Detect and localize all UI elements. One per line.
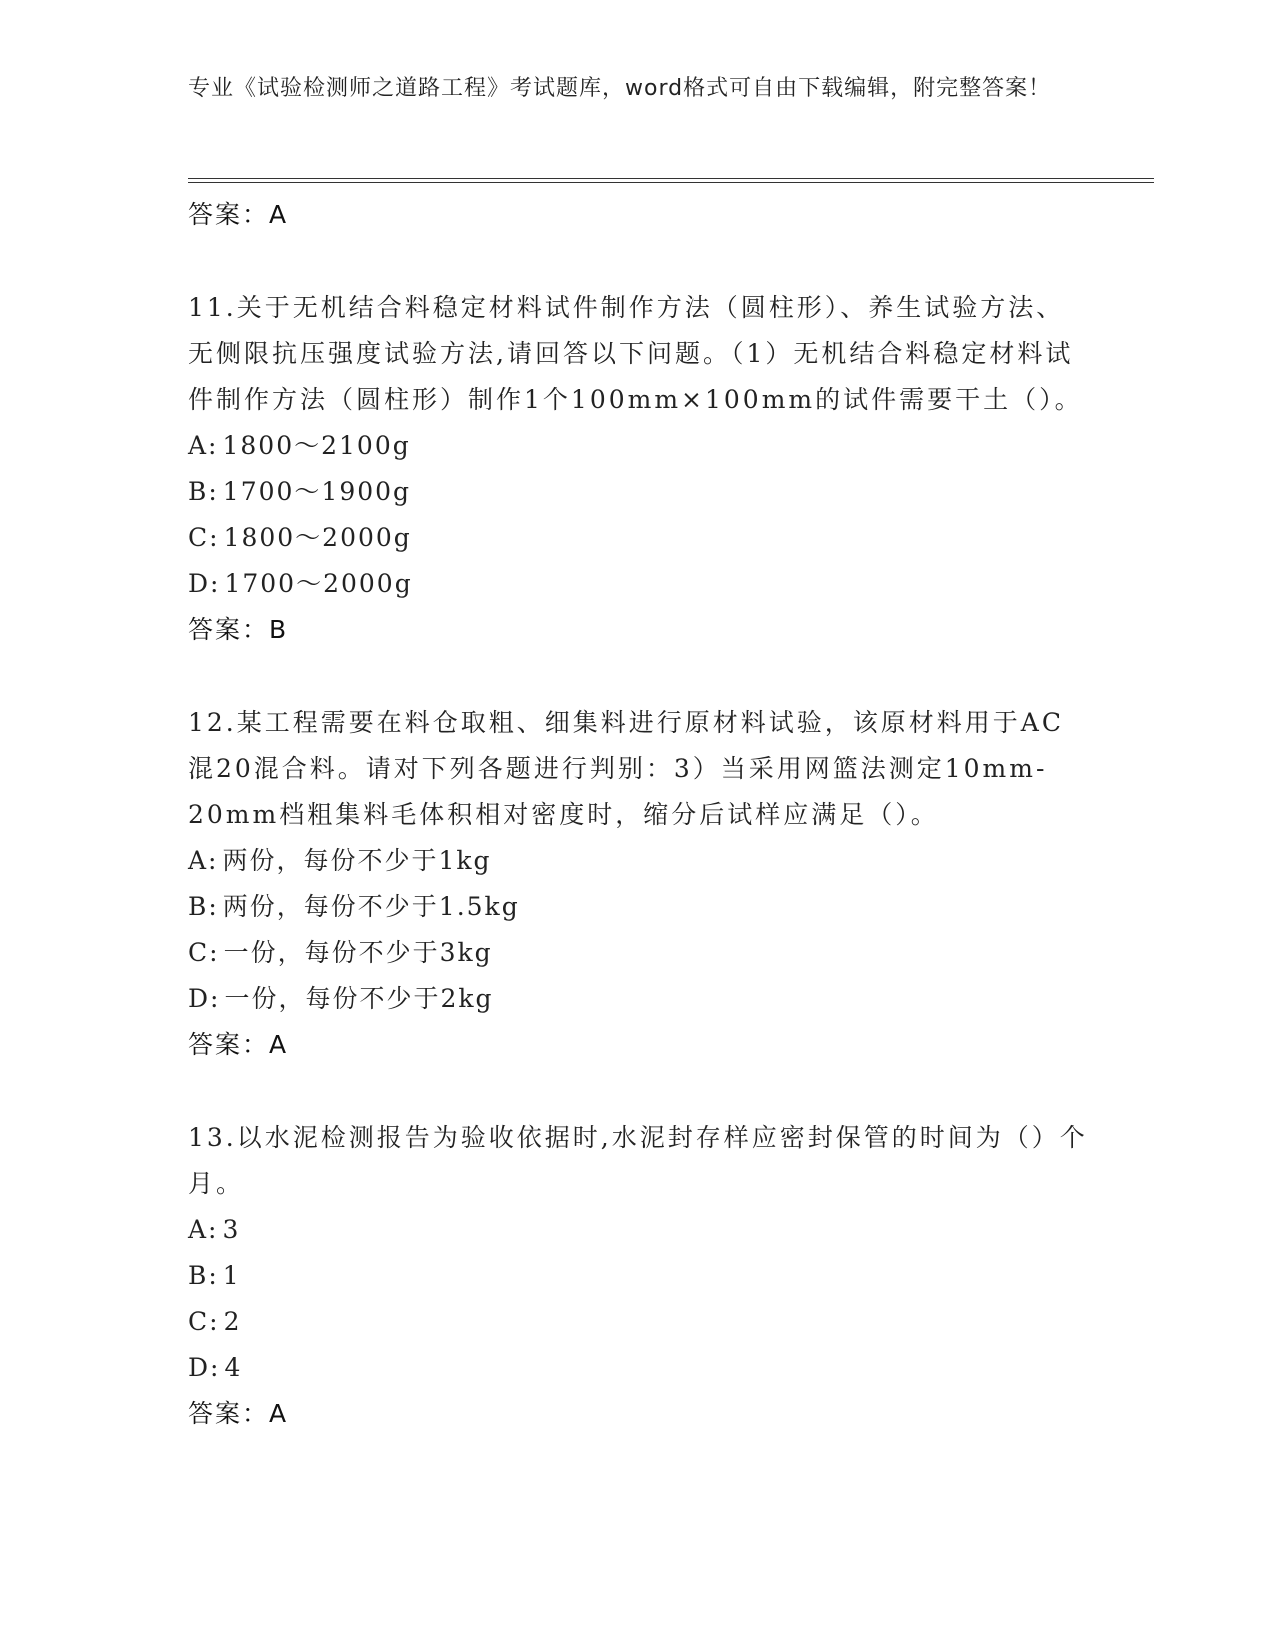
question-11 [188, 285, 1088, 653]
option-d [188, 976, 1088, 1022]
option-letter: C: [188, 938, 220, 967]
option-b [188, 1253, 1088, 1299]
option-a [188, 423, 1088, 469]
option-text: 4 [224, 1353, 243, 1382]
option-letter: B: [188, 477, 219, 506]
option-c [188, 515, 1088, 561]
header-rule-bottom [188, 182, 1154, 183]
header-rule-top [188, 178, 1154, 179]
option-letter: B: [188, 1261, 219, 1290]
option-a [188, 838, 1088, 884]
answer-line: 答案：A [188, 200, 289, 229]
option-letter: A: [188, 846, 219, 875]
option-d [188, 1345, 1088, 1391]
option-d [188, 561, 1088, 607]
option-text: 一份，每份不少于3kg [223, 938, 493, 967]
option-letter: A: [188, 1215, 219, 1244]
option-text: 2 [223, 1307, 242, 1336]
option-letter: C: [188, 1307, 220, 1336]
option-letter: B: [188, 892, 219, 921]
option-text: 3 [222, 1215, 241, 1244]
question-12 [188, 700, 1088, 1068]
option-b [188, 469, 1088, 515]
question-text: 11.关于无机结合料稳定材料试件制作方法（圆柱形）、养生试验方法、无侧限抗压强度试验方法,请回答以下问题。（1）无机结合料稳定材料试件制作方法（圆柱形）制作1个100mm×100mm的试件需要干土（）。 [188, 293, 1083, 414]
option-b [188, 884, 1088, 930]
option-letter: A: [188, 431, 219, 460]
answer-line: 答案：A [188, 1399, 289, 1428]
document-header: 专业《试验检测师之道路工程》考试题库，word格式可自由下载编辑，附完整答案！ [188, 76, 1052, 101]
question-13 [188, 1115, 1088, 1437]
option-letter: D: [188, 1353, 221, 1382]
option-a [188, 1207, 1088, 1253]
answer-line: 答案：B [188, 615, 289, 644]
option-text: 两份，每份不少于1.5kg [222, 892, 520, 921]
option-text: 1 [222, 1261, 241, 1290]
document-body [188, 192, 1088, 1437]
option-text: 两份，每份不少于1kg [222, 846, 492, 875]
question-text: 12.某工程需要在料仓取粗、细集料进行原材料试验，该原材料用于AC混20混合料。请对下列各题进行判别：3）当采用网篮法测定10mm-20mm档粗集料毛体积相对密度时，缩分后试样应满足（）。 [188, 708, 1064, 829]
option-text: 1700～1900g [222, 477, 412, 506]
option-text: 一份，每份不少于2kg [224, 984, 494, 1013]
answer-line: 答案：A [188, 1030, 289, 1059]
option-text: 1800～2100g [222, 431, 411, 460]
option-letter: C: [188, 523, 220, 552]
option-c [188, 930, 1088, 976]
question-text: 13.以水泥检测报告为验收依据时,水泥封存样应密封保管的时间为（）个月。 [188, 1123, 1088, 1198]
option-text: 1800～2000g [223, 523, 412, 552]
option-letter: D: [188, 569, 221, 598]
option-letter: D: [188, 984, 221, 1013]
option-c [188, 1299, 1088, 1345]
option-text: 1700～2000g [224, 569, 413, 598]
